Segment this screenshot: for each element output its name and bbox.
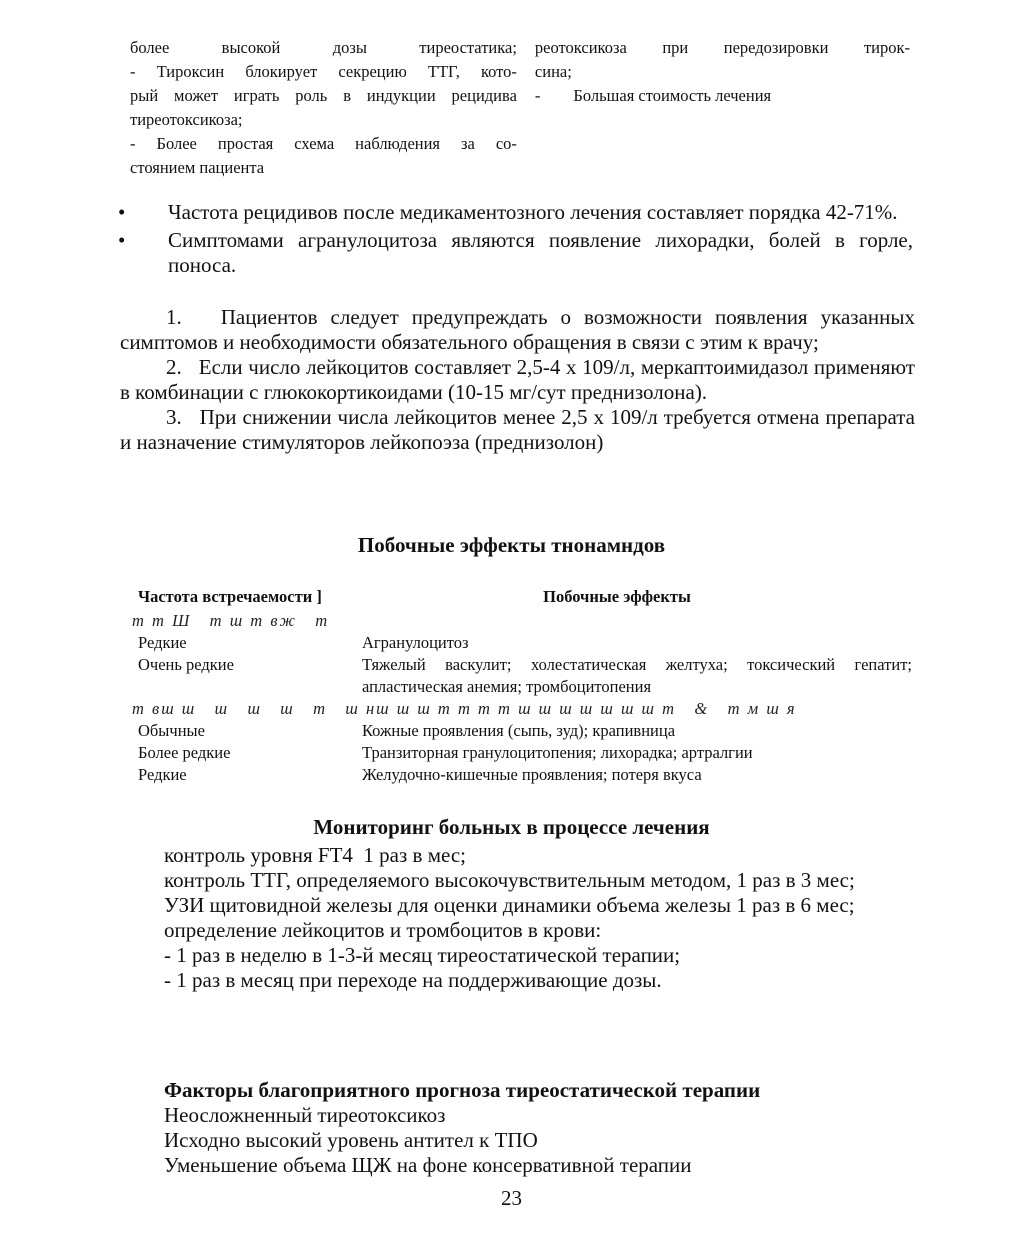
bullet-symbol: • [118, 200, 126, 224]
numbered-list [120, 305, 921, 455]
top-left-line: - Тироксин блокирует секрецию ТТГ, кото- [130, 62, 517, 81]
bullet-text: Симптомами агранулоцитоза являются появление лихорадки, болей в горле, поноса. [168, 228, 913, 277]
monitoring-item: - 1 раз в неделю в 1-3-й месяц тиреостатической терапии; [164, 943, 681, 967]
top-left-line: более высокой дозы тиреостатика; [130, 38, 517, 57]
effects-cell: Кожные проявления (сыпь, зуд); крапивница [362, 721, 676, 740]
page-number: 23 [501, 1186, 522, 1210]
factor-item: Исходно высокий уровень антител к ТПО [164, 1128, 538, 1152]
effects-cell: Агранулоцитоз [362, 633, 469, 652]
bullet-symbol: • [118, 228, 126, 252]
section-divider-text: т т Ш т ш т вж т [132, 611, 330, 630]
table-row [132, 654, 912, 698]
frequency-cell: Обычные [138, 721, 205, 740]
table-row [132, 764, 912, 786]
monitoring-item: определение лейкоцитов и тромбоцитов в крови: [164, 918, 602, 942]
top-left-line: тиреотоксикоза; [130, 110, 243, 129]
effects-cell: Транзиторная гранулоцитопения; лихорадка; артралгии [362, 743, 753, 762]
top-right-line: сина; [534, 62, 572, 81]
monitoring-item: контроль ТТГ, определяемого высокочувствительным методом, 1 раз в 3 мес; [164, 868, 855, 892]
table-row [132, 720, 912, 742]
monitoring-list [164, 843, 909, 993]
frequency-cell: Редкие [138, 633, 187, 652]
numbered-item: 1. Пациентов следует предупреждать о возможности появления указанных симптомов и необходимости обязательного обращения в связи с этим к врачу; [120, 305, 921, 354]
header-effects: Побочные эффекты [543, 587, 691, 606]
factor-item: Неосложненный тиреотоксикоз [164, 1103, 446, 1127]
favorable-factors-section [164, 1077, 909, 1178]
effects-cell: Тяжелый васкулит; холестатическая желтуха; токсический гепатит; апластическая анемия; тромбоцитопения [362, 655, 912, 696]
monitoring-title: Мониторинг больных в процессе лечения [313, 815, 710, 839]
side-effects-table [132, 584, 912, 786]
effects-cell: Желудочно-кишечные проявления; потеря вкуса [362, 765, 702, 784]
frequency-cell: Очень редкие [138, 655, 234, 674]
bullet-text: Частота рецидивов после медикаментозного лечения составляет порядка 42-71%. [168, 200, 898, 224]
numbered-item: 2. Если число лейкоцитов составляет 2,5-4 х 109/л, меркаптоимидазол применяют в комбинации с глюкокортикоидами (10-15 мг/сут преднизолона). [120, 355, 921, 404]
table-row [132, 742, 912, 764]
table-row [132, 632, 912, 654]
bullet-list [118, 200, 913, 281]
top-right-line: реотоксикоза при передозировки тирок- [534, 38, 910, 57]
frequency-cell: Редкие [138, 765, 187, 784]
bullet-item [118, 228, 913, 278]
factors-title: Факторы благоприятного прогноза тиреостатической терапии [164, 1078, 761, 1102]
factor-item: Уменьшение объема ЩЖ на фоне консервативной терапии [164, 1153, 692, 1177]
monitoring-item: - 1 раз в месяц при переходе на поддерживающие дозы. [164, 968, 662, 992]
numbered-item: 3. При снижении числа лейкоцитов менее 2,5 х 109/л требуется отмена препарата и назначение стимуляторов лейкопоэза (преднизолон) [120, 405, 921, 454]
monitoring-item: УЗИ щитовидной железы для оценки динамики объема железы 1 раз в 6 мес; [164, 893, 855, 917]
frequency-cell: Более редкие [138, 743, 231, 762]
top-left-line: рый может играть роль в индукции рецидива [130, 86, 517, 105]
table-header [132, 584, 912, 610]
section-divider-text: т вш ш ш ш ш т ш нш ш ш т т т т ш ш ш ш ш ш ш т & т м ш я [132, 699, 797, 718]
top-left-column [130, 36, 517, 180]
bullet-item [118, 200, 913, 225]
top-right-line: - Большая стоимость лечения [534, 86, 772, 105]
side-effects-title: Побочные эффекты тнонамндов [357, 533, 666, 557]
top-right-column [535, 36, 910, 180]
top-left-line: - Более простая схема наблюдения за со- [130, 134, 517, 153]
top-left-line: стоянием пациента [130, 158, 265, 177]
header-frequency: Частота встречаемости ] [138, 587, 322, 606]
top-two-column-section [130, 36, 910, 180]
monitoring-item: контроль уровня FT4 1 раз в мес; [164, 843, 466, 867]
